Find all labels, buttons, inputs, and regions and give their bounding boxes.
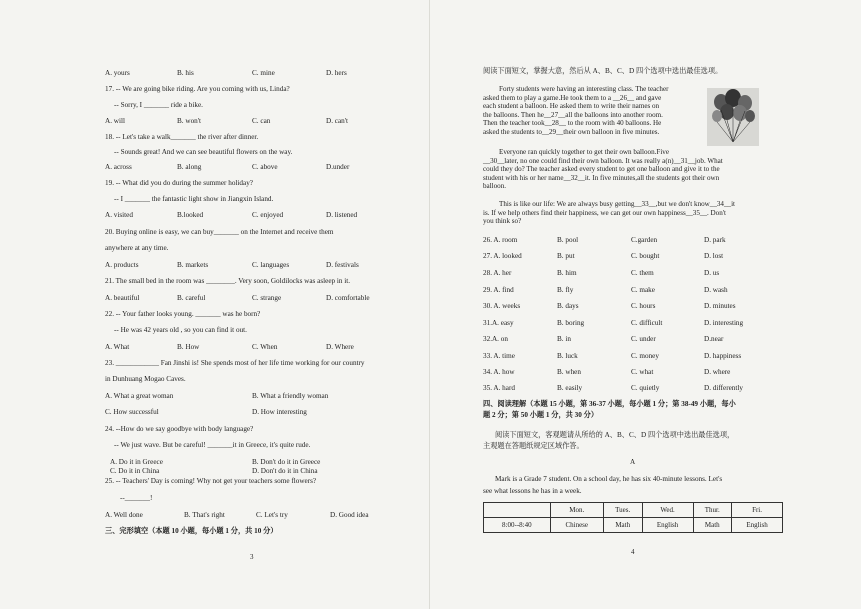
q31-option-c: C. difficult (631, 319, 663, 327)
q17-reply: -- Sorry, I _______ ride a bike. (114, 101, 203, 109)
table-cell: Math (693, 518, 732, 533)
cloze-instructions: 阅读下面短文，掌握大意，然后从 A、B、C、D 四个选项中选出最佳选项。 (483, 67, 723, 75)
q31-option-d: D. interesting (704, 319, 744, 327)
section-4-heading: 四、阅读理解（本题 15 小题，第 36-37 小题，每小题 1 分；第 38-49 小题，每小 (483, 400, 736, 408)
table-header-cell: Thur. (693, 503, 732, 518)
p1-line: each student a balloon. He asked them to write their names on (483, 102, 660, 111)
q28-option-a: 28. A. her (483, 269, 512, 277)
q24-option-d: D. Don't do it in China (252, 467, 318, 475)
passage-label: A (630, 458, 636, 466)
q19-option-c: C. enjoyed (252, 211, 284, 219)
q27-option-d: D. lost (704, 252, 724, 260)
q26-option-c: C.garden (631, 236, 658, 244)
q17-option-c: C. can (252, 117, 271, 125)
p2-line: student with his or her name__32__it. In five minutes,all the students got their own (483, 173, 720, 182)
q26-option-d: D. park (704, 236, 726, 244)
p3-line: you think so? (483, 217, 522, 226)
q16-option-b: B. his (177, 69, 194, 77)
q34-option-b: B. when (557, 368, 581, 376)
table-row (484, 518, 783, 533)
q24-reply: -- We just wave. But be careful! _______it in Greece, it's quite rude. (114, 441, 311, 449)
q18-text: 18. -- Let's take a walk_______ the river after dinner. (105, 133, 259, 141)
q28-option-b: B. him (557, 269, 577, 277)
table-header-cell: Wed. (642, 503, 693, 518)
q33-option-a: 33. A. time (483, 352, 515, 360)
p2-line: could they do? The teacher asked every student to get one balloon and give it to the (483, 165, 720, 174)
q30-option-a: 30. A. weeks (483, 302, 521, 310)
q17-option-a: A. will (105, 117, 125, 125)
q17-option-d: D. can't (326, 117, 349, 125)
q16-option-a: A. yours (105, 69, 130, 77)
q35-option-a: 35. A. hard (483, 384, 515, 392)
section-4-heading-cont: 题 2 分；第 50 小题 1 分，共 30 分） (483, 411, 599, 419)
q27-option-b: B. put (557, 252, 575, 260)
q34-option-c: C. what (631, 368, 654, 376)
q18-reply: -- Sounds great! And we can see beautiful flowers on the way. (114, 148, 293, 156)
p3-line: is. If we help others find their happiness, we can get our own happiness__35__. Don't (483, 208, 727, 217)
q31-option-a: 31.A. easy (483, 319, 514, 327)
p2-line: balloon. (483, 182, 507, 191)
q24-option-a: A. Do it in Greece (110, 458, 163, 466)
section-3-heading: 三、完形填空（本题 10 小题，每小题 1 分，共 10 分） (105, 527, 278, 535)
q34-option-a: 34. A. how (483, 368, 515, 376)
table-header-row (484, 503, 783, 518)
cloze-paragraph-3 (483, 200, 783, 226)
q19-option-d: D. listened (326, 211, 358, 219)
q22-option-a: A. What (105, 343, 130, 351)
q19-reply: -- I _______ the fantastic light show in Jiangxin Island. (114, 195, 274, 203)
q25-option-d: D. Good idea (330, 511, 369, 519)
q28-option-c: C. them (631, 269, 654, 277)
q30-option-d: D. minutes (704, 302, 736, 310)
q18-option-d: D.under (326, 163, 350, 171)
q21-text: 21. The small bed in the room was ________. Very soon, Goldilocks was asleep in it. (105, 277, 351, 285)
q23-option-b: B. What a friendly woman (252, 392, 329, 400)
page-number-3: 3 (250, 553, 254, 561)
q18-option-c: C. above (252, 163, 278, 171)
p1-line: the balloons. Then he__27__all the balloons into another room. (483, 110, 663, 119)
q25-option-c: C. Let's try (256, 511, 288, 519)
q20-text-cont: anywhere at any time. (105, 244, 169, 252)
table-header-cell (484, 503, 551, 518)
q33-option-c: C. money (631, 352, 659, 360)
q29-option-c: C. make (631, 286, 655, 294)
q20-text: 20. Buying online is easy, we can buy_______ on the Internet and receive them (105, 228, 334, 236)
q33-option-b: B. luck (557, 352, 578, 360)
table-header-cell: Mon. (550, 503, 603, 518)
q21-option-b: B. careful (177, 294, 206, 302)
q17-option-b: B. won't (177, 117, 202, 125)
q18-option-a: A. across (105, 163, 132, 171)
table-cell: 8:00--8:40 (484, 518, 551, 533)
q23-text: 23. ____________ Fan Jinshi is! She spends most of her life time working for our country (105, 359, 365, 367)
p1-line: asked the students to__29__their own balloon in five minutes. (483, 127, 660, 136)
q19-option-a: A. visited (105, 211, 133, 219)
p2-line: __30__later, no one could find their own balloon. It was really a(n)__31__job. What (483, 156, 723, 165)
q23-option-a: A. What a great woman (105, 392, 174, 400)
page-number-4: 4 (631, 548, 635, 556)
q17-text: 17. -- We are going bike riding. Are you coming with us, Linda? (105, 85, 290, 93)
q21-option-d: D. comfortable (326, 294, 370, 302)
q24-text: 24. --How do we say goodbye with body language? (105, 425, 254, 433)
q22-text: 22. -- Your father looks young. _______ was he born? (105, 310, 261, 318)
table-header-cell: Tues. (603, 503, 642, 518)
p3-line: This is like our life: We are always busy getting__33__,but we don't know__34__it (499, 200, 736, 208)
q25-option-b: B. That's right (184, 511, 225, 519)
q16-option-c: C. mine (252, 69, 275, 77)
q22-option-b: B. How (177, 343, 200, 351)
q34-option-d: D. where (704, 368, 731, 376)
cloze-paragraph-2 (483, 148, 783, 191)
q19-option-b: B.looked (177, 211, 204, 219)
q35-option-d: D. differently (704, 384, 743, 392)
q29-option-b: B. fly (557, 286, 574, 294)
q20-option-c: C. languages (252, 261, 290, 269)
q25-option-a: A. Well done (105, 511, 143, 519)
q20-option-b: B. markets (177, 261, 209, 269)
q22-option-c: C. When (252, 343, 278, 351)
q25-text: 25. -- Teachers' Day is coming! Why not get your teachers some flowers? (105, 477, 317, 485)
q29-option-a: 29. A. find (483, 286, 514, 294)
q28-option-d: D. us (704, 269, 720, 277)
q19-text: 19. -- What did you do during the summer holiday? (105, 179, 253, 187)
table-cell: Chinese (550, 518, 603, 533)
q16-option-d: D. hers (326, 69, 347, 77)
reading-instructions: 阅读下面短文，客观题请从所给的 A、B、C、D 四个选项中选出最佳选项， (495, 431, 735, 439)
q35-option-b: B. easily (557, 384, 583, 392)
schedule-table (483, 502, 783, 533)
q29-option-d: D. wash (704, 286, 728, 294)
q25-reply: --_______! (120, 494, 153, 502)
q32-option-b: B. in (557, 335, 571, 343)
p1-line: asked them to play a game.He took them to a __26__ and gave (483, 93, 662, 102)
q26-option-b: B. pool (557, 236, 579, 244)
q23-option-d: D. How interesting (252, 408, 307, 416)
table-cell: English (732, 518, 783, 533)
q20-option-a: A. products (105, 261, 139, 269)
table-cell: Math (603, 518, 642, 533)
q18-option-b: B. along (177, 163, 202, 171)
q23-option-c: C. How successful (105, 408, 159, 416)
q24-option-b: B. Don't do it in Greece (252, 458, 321, 466)
table-header-cell: Fri. (732, 503, 783, 518)
q30-option-b: B. days (557, 302, 579, 310)
q22-option-d: D. Where (326, 343, 354, 351)
q23-text-cont: in Dunhuang Mogao Caves. (105, 375, 186, 383)
reading-instructions-cont: 主观题在答题纸规定区域作答。 (483, 442, 584, 450)
q32-option-d: D.near (704, 335, 724, 343)
q21-option-c: C. strange (252, 294, 282, 302)
q33-option-d: D. happiness (704, 352, 742, 360)
p1-line: Forty students were having an interesting class. The teacher (499, 85, 669, 93)
q31-option-b: B. boring (557, 319, 585, 327)
q27-option-c: C. bought (631, 252, 660, 260)
cloze-paragraph-1 (483, 85, 703, 137)
passage-a-line-2: see what lessons he has in a week. (483, 487, 582, 495)
q32-option-a: 32.A. on (483, 335, 508, 343)
q35-option-c: C. quietly (631, 384, 660, 392)
q27-option-a: 27. A. looked (483, 252, 522, 260)
q32-option-c: C. under (631, 335, 656, 343)
q20-option-d: D. festivals (326, 261, 359, 269)
q22-reply: -- He was 42 years old , so you can find it out. (114, 326, 247, 334)
page-3 (0, 0, 430, 609)
q30-option-c: C. hours (631, 302, 656, 310)
q24-option-c: C. Do it in China (110, 467, 160, 475)
passage-a-line-1: Mark is a Grade 7 student. On a school day, he has six 40-minute lessons. Let's (495, 475, 723, 483)
p2-line: Everyone ran quickly together to get their own balloon.Five (499, 148, 670, 156)
q21-option-a: A. beautiful (105, 294, 140, 302)
q26-option-a: 26. A. room (483, 236, 518, 244)
balloons-image (707, 88, 759, 146)
p1-line: Then the teacher took__28__ to the room with 40 balloons. He (483, 119, 662, 128)
table-cell: English (642, 518, 693, 533)
